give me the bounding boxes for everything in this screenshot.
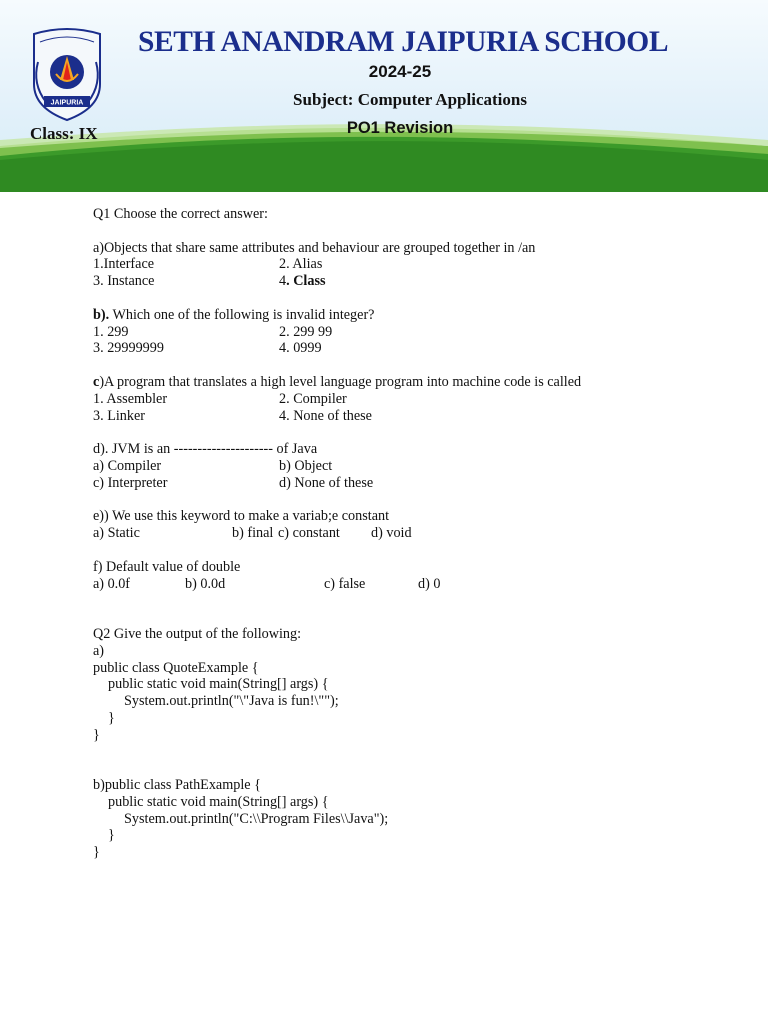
q1f-question: f) Default value of double xyxy=(93,558,241,575)
q1c-question: c)A program that translates a high level language program into machine code is called xyxy=(93,373,582,390)
q1e-option-3: c) constant xyxy=(278,525,340,542)
q1a-question: a)Objects that share same attributes and behaviour are grouped together in /an xyxy=(93,239,536,256)
q1-title: Q1 Choose the correct answer: xyxy=(93,206,268,222)
q2b-code-line-1: b)public class PathExample { xyxy=(93,777,261,794)
q1d-option-2: b) Object xyxy=(279,457,333,474)
q2a-code-line-5: } xyxy=(93,726,100,743)
q2a-code-line-2: public static void main(String[] args) { xyxy=(108,676,329,693)
q1b-option-3: 3. 29999999 xyxy=(93,340,164,357)
svg-text:JAIPURIA: JAIPURIA xyxy=(50,99,84,107)
school-name: SETH ANANDRAM JAIPURIA SCHOOL xyxy=(138,26,669,58)
q1c-options-row2 xyxy=(93,408,581,425)
q1b-question: b). Which one of the following is invalid integer? xyxy=(93,306,375,323)
q1a-answer-class: . Class xyxy=(286,273,326,290)
class-label: Class: IX xyxy=(30,124,98,143)
q2b-code-line-2: public static void main(String[] args) { xyxy=(108,793,329,810)
q1a-option-2: 2. Alias xyxy=(279,256,323,273)
q2a-code-line-1: public class QuoteExample { xyxy=(93,659,259,676)
school-crest-logo xyxy=(26,22,108,126)
q2a-label: a) xyxy=(93,642,105,659)
q2a-code-line-3: System.out.println("\"Java is fun!\""); xyxy=(124,693,339,710)
q1a-option-3: 3. Instance xyxy=(93,273,155,290)
q1c-option-1: 1. Assembler xyxy=(93,390,168,407)
q1c-option-3: 3. Linker xyxy=(93,407,146,424)
q1d-option-4: d) None of these xyxy=(279,474,374,491)
q2b-code-line-4: } xyxy=(108,827,115,844)
q1d-option-1: a) Compiler xyxy=(93,457,162,474)
q1c-option-2: 2. Compiler xyxy=(279,390,347,407)
q1c-option-4: 4. None of these xyxy=(279,407,372,424)
q2b-code-line-5: } xyxy=(93,844,100,861)
q1b-options-row2 xyxy=(93,340,581,357)
q1a-option-4: 4. Class xyxy=(279,273,326,290)
q1b-option-1: 1. 299 xyxy=(93,323,129,340)
subject-title: Subject: Computer Applications xyxy=(293,90,527,109)
q1d-options-row1 xyxy=(93,458,581,475)
q2a-code-line-4: } xyxy=(108,709,115,726)
academic-year: 2024-25 xyxy=(368,62,432,81)
q1b-label: b). xyxy=(93,306,110,323)
q1f-options xyxy=(93,576,581,593)
q1c-options-row1 xyxy=(93,391,581,408)
exam-title: PO1 Revision xyxy=(346,119,454,137)
q2b-code-line-3: System.out.println("C:\\Program Files\\Java"); xyxy=(124,810,389,827)
q1f-option-3: c) false xyxy=(324,575,366,592)
q1f-option-2: b) 0.0d xyxy=(185,575,226,592)
q1f-option-1: a) 0.0f xyxy=(93,575,131,592)
q1a-option-1: 1.Interface xyxy=(93,256,155,273)
q2-title: Q2 Give the output of the following: xyxy=(93,625,302,642)
q1f-option-4: d) 0 xyxy=(418,575,441,592)
q1a-options-row2 xyxy=(93,273,581,290)
q1e-option-1: a) Static xyxy=(93,525,140,542)
q1d-options-row2 xyxy=(93,475,581,492)
q1e-question: e)) We use this keyword to make a variab;e constant xyxy=(93,508,390,525)
worksheet-body xyxy=(93,206,581,861)
q1d-question: d). JVM is an --------------------- of Java xyxy=(93,441,318,458)
q1b-option-2: 2. 299 99 xyxy=(279,323,333,340)
q1a-options-row1 xyxy=(93,256,581,273)
q1d-option-3: c) Interpreter xyxy=(93,474,168,491)
q1e-options xyxy=(93,525,581,542)
q1b-option-4: 4. 0999 xyxy=(279,340,322,357)
q1e-option-2: b) final xyxy=(232,525,274,542)
q1e-option-4: d) void xyxy=(371,525,412,542)
page-header xyxy=(0,0,768,192)
q1b-options-row1 xyxy=(93,324,581,341)
q1c-label: c xyxy=(93,373,100,390)
